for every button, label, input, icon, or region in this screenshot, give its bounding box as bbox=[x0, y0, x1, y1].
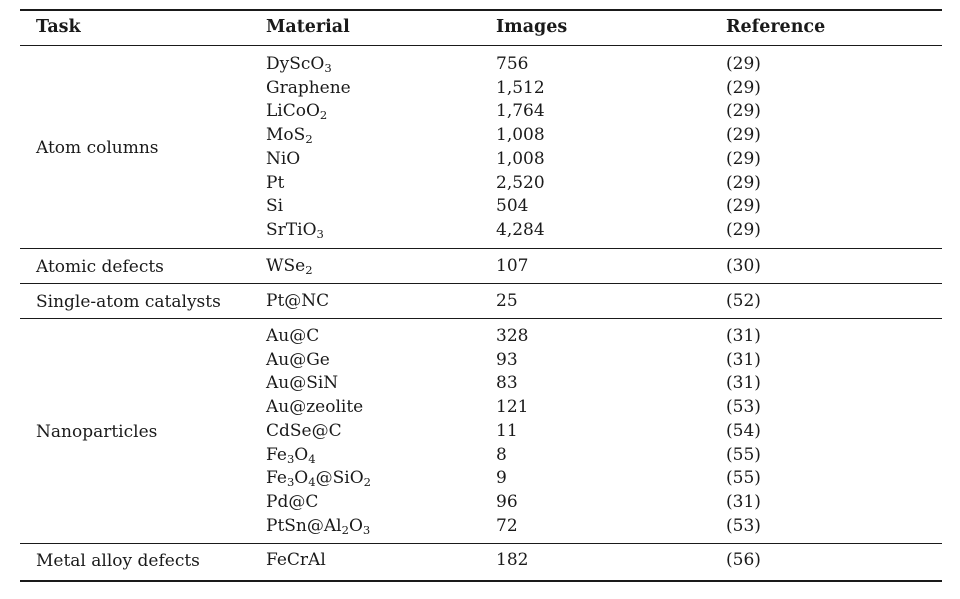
reference-cell: (29) bbox=[726, 196, 761, 217]
group-rule bbox=[20, 318, 942, 319]
images-cell: 756 bbox=[496, 54, 529, 74]
material-cell: Pd@C bbox=[266, 491, 319, 512]
material-cell: Au@C bbox=[266, 326, 320, 346]
bottom-rule bbox=[20, 580, 942, 582]
material-cell: Pt@NC bbox=[266, 291, 330, 311]
task-cell: Single-atom catalysts bbox=[36, 291, 221, 312]
images-cell: 25 bbox=[496, 291, 518, 311]
material-cell: NiO bbox=[266, 148, 301, 169]
task-cell: Metal alloy defects bbox=[36, 550, 200, 571]
task-cell: Nanoparticles bbox=[36, 421, 158, 442]
header-rule bbox=[20, 45, 942, 46]
material-cell: DyScO$_3$ bbox=[266, 54, 332, 76]
images-cell: 72 bbox=[496, 515, 518, 536]
material-cell: Au@Ge bbox=[266, 349, 330, 370]
task-cell: Atom columns bbox=[36, 137, 159, 158]
material-cell: Graphene bbox=[266, 77, 351, 98]
header-material: Material bbox=[266, 17, 350, 37]
reference-cell: (29) bbox=[726, 101, 761, 122]
header-reference: Reference bbox=[726, 17, 826, 37]
material-cell: MoS$_2$ bbox=[266, 125, 313, 147]
reference-cell: (55) bbox=[726, 444, 761, 465]
task-cell: Atomic defects bbox=[36, 256, 164, 277]
images-cell: 11 bbox=[496, 420, 518, 441]
reference-cell: (29) bbox=[726, 148, 761, 169]
images-cell: 328 bbox=[496, 326, 529, 346]
material-cell: Au@SiN bbox=[266, 373, 339, 394]
images-cell: 121 bbox=[496, 397, 529, 418]
images-cell: 107 bbox=[496, 256, 529, 276]
images-cell: 9 bbox=[496, 468, 507, 489]
header-images: Images bbox=[496, 17, 568, 37]
images-cell: 182 bbox=[496, 550, 529, 570]
reference-cell: (54) bbox=[726, 420, 761, 441]
reference-cell: (29) bbox=[726, 77, 761, 98]
group-rule bbox=[20, 248, 942, 249]
images-cell: 8 bbox=[496, 444, 507, 465]
images-cell: 1,512 bbox=[496, 77, 545, 98]
top-rule bbox=[20, 9, 942, 11]
header-task: Task bbox=[36, 17, 81, 37]
data-table bbox=[20, 0, 942, 599]
material-cell: $PtSn@Al_2O_3$ bbox=[266, 515, 371, 537]
reference-cell: (29) bbox=[726, 125, 761, 146]
images-cell: 93 bbox=[496, 349, 518, 370]
reference-cell: (53) bbox=[726, 397, 761, 418]
group-rule bbox=[20, 543, 942, 544]
reference-cell: (31) bbox=[726, 491, 761, 512]
reference-cell: (31) bbox=[726, 373, 761, 394]
images-cell: 4,284 bbox=[496, 219, 545, 240]
images-cell: 1,008 bbox=[496, 148, 545, 169]
material-cell: FeCrAl bbox=[266, 550, 326, 570]
group-rule bbox=[20, 283, 942, 284]
reference-cell: (31) bbox=[726, 326, 761, 346]
reference-cell: (29) bbox=[726, 219, 761, 240]
reference-cell: (55) bbox=[726, 468, 761, 489]
reference-cell: (29) bbox=[726, 172, 761, 193]
reference-cell: (56) bbox=[726, 550, 761, 570]
material-cell: CdSe@C bbox=[266, 420, 342, 441]
images-cell: 504 bbox=[496, 196, 529, 217]
images-cell: 2,520 bbox=[496, 172, 545, 193]
material-cell: $Fe_3O_4@SiO_2$ bbox=[266, 468, 371, 490]
material-cell: Au@zeolite bbox=[266, 397, 364, 418]
material-cell: Si bbox=[266, 196, 284, 217]
material-cell: LiCoO$_2$ bbox=[266, 101, 328, 123]
reference-cell: (30) bbox=[726, 256, 761, 276]
images-cell: 1,764 bbox=[496, 101, 545, 122]
reference-cell: (31) bbox=[726, 349, 761, 370]
reference-cell: (53) bbox=[726, 515, 761, 536]
images-cell: 96 bbox=[496, 491, 518, 512]
material-cell: WSe$_2$ bbox=[266, 256, 313, 278]
material-cell: Pt bbox=[266, 172, 285, 193]
material-cell: $Fe_3O_4$ bbox=[266, 444, 316, 466]
reference-cell: (52) bbox=[726, 291, 761, 311]
material-cell: SrTiO$_3$ bbox=[266, 219, 324, 242]
images-cell: 83 bbox=[496, 373, 518, 394]
images-cell: 1,008 bbox=[496, 125, 545, 146]
reference-cell: (29) bbox=[726, 54, 761, 74]
